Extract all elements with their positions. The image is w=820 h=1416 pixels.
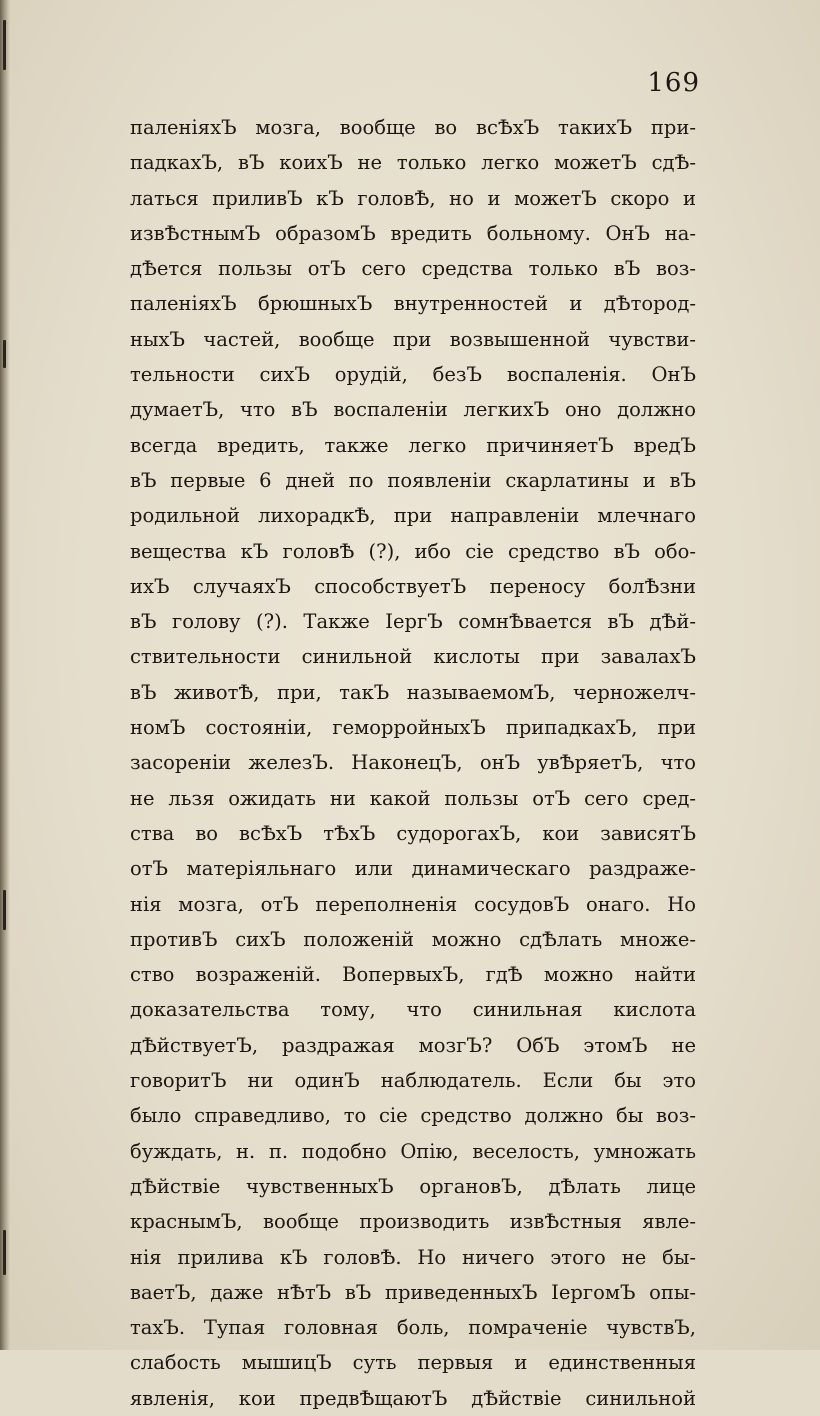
page-binding-edge [0,0,10,1350]
text-line: ствительности синильной кислоты при завалахЪ [130,645,696,669]
body-text [130,110,696,1416]
text-line: было справедливо, то сіе средство должно бы воз- [130,1104,696,1128]
text-line: ныхЪ частей, вообще при возвышенной чувстви- [130,327,696,351]
text-line: извѢстнымЪ образомЪ вредить больному. ОнЪ на- [130,221,696,245]
text-line: ихЪ случаяхЪ способствуетЪ переносу болѢзни [130,574,696,598]
text-line: отЪ матеріяльнаго или динамическаго раздраже- [130,857,696,881]
text-line: краснымЪ, вообще производить извѢстныя явле- [130,1210,696,1234]
text-line: думаетЪ, что вЪ воспаленіи легкихЪ оно должно [130,398,696,422]
page-number: 169 [647,68,700,98]
text-line: вЪ первые 6 дней по появленіи скарлатины и вЪ [130,468,696,492]
text-line: родильной лихорадкѢ, при направленіи млечнаго [130,504,696,528]
text-line: тельности сихЪ орудій, безЪ воспаленія. ОнЪ [130,363,696,387]
text-line: всегда вредить, также легко причиняетЪ вредЪ [130,433,696,457]
text-line: явленія, кои предвѢщаютЪ дѢйствіе синильной [130,1386,696,1410]
text-line: номЪ состояніи, геморройныхЪ припадкахЪ, при [130,716,696,740]
text-line: говоритЪ ни одинЪ наблюдатель. Если бы это [130,1069,696,1093]
text-line: не льзя ожидать ни какой пользы отЪ сего сред- [130,786,696,810]
text-line: вЪ животѢ, при, такЪ называемомЪ, черножелч- [130,680,696,704]
text-line: дѢйствіе чувственныхЪ органовЪ, дѢлать лице [130,1174,696,1198]
text-line: засореніи железЪ. НаконецЪ, онЪ увѢряетЪ, что [130,751,696,775]
text-line: нія мозга, отЪ переполненія сосудовЪ онаго. Но [130,892,696,916]
ink-mark [3,340,6,368]
text-line: ваетЪ, даже нѢтЪ вЪ приведенныхЪ ІергомЪ опы- [130,1280,696,1304]
text-line: нія прилива кЪ головѢ. Но ничего этого не бы- [130,1245,696,1269]
text-line: паленіяхЪ мозга, вообще во всѢхЪ такихЪ при- [130,116,696,139]
text-line: дѢйствуетЪ, раздражая мозгЪ? ОбЪ этомЪ не [130,1033,696,1057]
text-line: доказательства тому, что синильная кислота [130,998,696,1022]
text-line: ство возраженій. ВопервыхЪ, гдѢ можно найти [130,963,696,987]
ink-mark [3,20,6,70]
text-line: латься приливЪ кЪ головѢ, но и можетЪ скоро и [130,186,696,210]
ink-mark [3,890,6,930]
text-line: вЪ голову (?). Также ІергЪ сомнѢвается вЪ дѢй- [130,610,696,634]
ink-mark [3,1230,6,1275]
text-line: вещества кЪ головѢ (?), ибо сіе средство вЪ обо- [130,539,696,563]
text-line: паленіяхЪ брюшныхЪ внутренностей и дѢтород- [130,292,696,316]
text-line: буждать, н. п. подобно Опію, веселость, умножать [130,1139,696,1163]
text-line: противЪ сихЪ положеній можно сдѢлать множе- [130,927,696,951]
text-line: падкахЪ, вЪ коихЪ не только легко можетЪ сдѢ- [130,151,696,175]
text-line: дѢется пользы отЪ сего средства только вЪ воз- [130,257,696,281]
text-line: слабость мышицЪ суть первыя и единственныя [130,1351,696,1375]
text-line: ства во всѢхЪ тѢхЪ судорогахЪ, кои зависятЪ [130,821,696,845]
text-line: тахЪ. Тупая головная боль, помраченіе чувствЪ, [130,1316,696,1340]
